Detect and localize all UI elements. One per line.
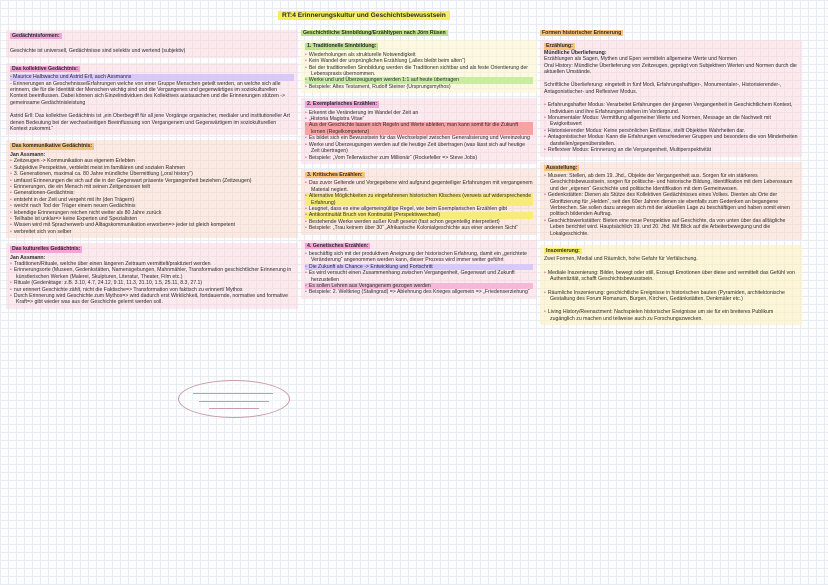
cultural-line: • Erinnerungsorte (Museen, Gedenkstätten, Namensgebungen, Mahnmähler, Transformation geschichtlicher Erinnerung in künstlerischen Werken (Malerei, Skulpturen, Literatur, Theater, Film etc.) <box>10 267 294 280</box>
exhibition-line: • Museen: Stellen, ab dem 19. Jhd., Objekte der Vergangenheit aus. Sorgen für ein stärkeres Geschichtsbewusstsein, sorgen für politische- und historische Bildung, Identifikation mit dem Lebensraum und der „eigenen“ Geschichte und politische Identifikation mit dem Gemeinwesen. <box>544 173 798 192</box>
staging-line: • Räumliche Inszenierung: geschichtliche Ereignisse in historischen bauten (Pyramiden, architektonische Gestaltung des Forum Romanum, Burgen, Kirchen, Gedänkstätten, Denkmäler etc.) <box>544 290 798 303</box>
narration-mode: • Monumentaler Modus: Vermittlung allgemeiner Werte und Normen, Message an die Nachwelt mit Ewigkeitswert <box>544 115 798 128</box>
collective-erll: Astrid Erll: Das kollektive Gedächtnis ist „ein Oberbegriff für all jene Vorgänge organischer, medialer und institutioneller Art denen Bedeutung bei der wechselseitigen Beeinflussung von Vergangenem und Gegenwärtigem im soziokulturellen Kontext zukommt.“ <box>10 113 290 133</box>
mindmap-sketch <box>178 380 290 418</box>
column-historical-memory <box>540 30 802 330</box>
exemplary-line: • Erkennt die Veränderung im Wandel der Zeit an <box>305 110 533 116</box>
forms-intro: Geschichte ist universell, Gedächtnisse sind selektiv und wertend (subjektiv) <box>10 48 186 55</box>
communicative-line: • Wissen wird mit Spracherwerb und Alltagskommunikation erworben=> jeder ist gleich kompetent <box>10 222 294 228</box>
narration-box <box>540 40 802 156</box>
narration-written: Schriftliche Überlieferung: eingeteilt in fünf Modi, Erfahrungshaftiger-, Monumentaler-, Historisierender-, Antagonistischer- und Reflexiver Modus. <box>544 82 782 95</box>
narration-sub: Mündliche Überlieferung: <box>544 49 607 56</box>
critical-line: • Antikontinuität Bruch von Kontinuität (Perspektivwechsel) <box>305 212 533 218</box>
critical-line: • Bestehende Werke werden außer Kraft gesetzt (fast schon gegenteilig interpretiert) <box>305 219 533 225</box>
genetic-line: • Die Zukunft als Chance -> Entwicklung und Fortschritt <box>305 264 533 270</box>
cultural-box <box>6 243 298 309</box>
exemplary-line: • Werke und Überzeugungen werden auf die heutige Zeit übertragen (was lässt sich auf heutige Zeit übertragen) <box>305 142 533 155</box>
staging-line: • Mediale Inszenierung: Bilder, bewegt oder still, Erzeugt Emotionen über diese und vermittelt das Gefühl von Authentizität, schafft Geschichtsbewusstsein. <box>544 270 798 283</box>
critical-line: • Beispiele: „Trau keinem über 30“ „Afrikanische Kolonialgeschichte aus einer anderen Sicht“ <box>305 225 533 231</box>
traditional-line: • Werke und und Überzeugungen werden 1:1 auf heute übertragen <box>305 77 533 83</box>
traditional-title: 1. Traditionelle Sinnbildung: <box>307 43 377 50</box>
staging-box <box>540 245 802 325</box>
traditional-line: • Beispiele: Altes Testament, Rudolf Steiner (Ursprungsmythos) <box>305 84 533 90</box>
exemplary-line: • Beispiele: „Vom Tellerwäscher zum Millionär“ (Rockefeller => Steve Jobs) <box>305 155 533 161</box>
communicative-line: • Erinnerungen, die ein Mensch mit seinen Zeitgenossen teilt <box>10 184 294 190</box>
traditional-line: • Bei der traditionellen Sinnbildung werden die Traditionen sichtbar und als feste Orientierung der Lebenspraxis übernommen. <box>305 65 533 78</box>
forms-header: Gedächtnisformen: <box>12 33 60 39</box>
collective-authors: - Maurice Halbwachs und Astrid Erll, auch Assmanns <box>10 74 294 80</box>
communicative-line: • verbreitet sich von selber <box>10 229 294 235</box>
mindmap-line <box>209 408 259 409</box>
narration-mode: • Historisierender Modus: Keine persönlichen Einflüsse, stellt Objektive Wahrheiten dar. <box>544 128 798 134</box>
mindmap-line <box>193 393 273 394</box>
exhibition-title: Ausstellung: <box>546 164 578 171</box>
genetic-line: • beschäftig sich mit der produktiven Aneignung der historischen Erfahrung, damit ein „gerichtete Veränderung“ angenommen werden kann, dieser Prozess wird immer weiter geführt <box>305 251 533 264</box>
communicative-box <box>6 140 298 238</box>
narration-line: Erzählungen als Sagen, Mythen und Epen vermitteln allgemeine Werte und Normen <box>544 56 737 63</box>
communicative-line: • 3. Generationen, maximal ca. 80 Jahre mündliche Übermittlung („oral history“) <box>10 171 294 177</box>
critical-line: • Leugnet, dass es eine allgemeingültige Regel, wie beim Exemplarischen Erzählen gibt <box>305 206 533 212</box>
narration-mode: • Erfahrungshafter Modus: Verarbeitet Erfahrungen der jüngeren Vergangenheit in Geschichtlichem Kontext, Individuen und ihre Erfahrungen stehen im Vordergrund. <box>544 102 798 115</box>
genetic-line: • Es sollen Lehren aus Vergangenem gezogen werden <box>305 283 533 289</box>
genetic-line: • Beispiele: 2. Weltkrieg (Stalingrad) => Ablehnung des Krieges allgemein => „Friedenserziehung“ <box>305 289 533 295</box>
staging-line: • Living History/Reenactment: Nachspielen historischer Ereignisse um sie für ein breiteres Publikum zugänglich zu machen und teilweise auch zu Forschungszwecken. <box>544 309 798 322</box>
traditional-line: • Wiederholungen als strukturelle Notwendigkeit <box>305 52 533 58</box>
traditional-box <box>301 40 537 93</box>
communicative-line: • lebendige Erinnerungen reichen nicht weiter als 80 Jahre zurück <box>10 210 294 216</box>
communicative-line: • entsteht in der Zeit und vergeht mit ihr (den Trägern) <box>10 197 294 203</box>
exhibition-box <box>540 162 802 240</box>
column-memory-forms <box>6 30 298 314</box>
cultural-sub: Jan Assmann: <box>10 254 46 261</box>
historical-memory-header: Formen historischer Erinnerung <box>542 30 622 36</box>
narration-title: Erzählung: <box>546 43 573 50</box>
communicative-line: • Zeitzeugen -> Kommunikation aus eigenem Erlebten <box>10 158 294 164</box>
cultural-line: • Traditionen/Rituale, welche über einen längeren Zeitraum vermittelt/praktiziert werden <box>10 261 294 267</box>
exemplary-line: • „Historia Magistra Vitae“ <box>305 116 533 122</box>
communicative-line: • umfasst Erinnerungen die sich auf die in der Gegenwart präsente Vergangenheit beziehen (Zeitzeugen) <box>10 178 294 184</box>
staging-intro: Zwei Formen, Medial und Räumlich, hohe Gefahr für Verfälschung. <box>544 256 698 263</box>
exemplary-title: 2. Exemplarisches Erzählen: <box>307 101 378 108</box>
cultural-line: • Durch Erinnerung wird Geschichte zum Mythos=> wird dadurch erst Wirklichkeit, fortdauernde, normative und formative Kraft=> gibt wieder was aus der Geschichte gelernt werden soll. <box>10 293 294 306</box>
communicative-line: • Generationen-Gedächtnis: <box>10 190 294 196</box>
genetic-box <box>301 240 537 299</box>
traditional-line: • Kein Wandel der ursprünglichen Erzählung („alles bleibt beim alten“) <box>305 58 533 64</box>
communicative-line: • Subjektive Perspektive, verbleibt meist im familiären und sozialen Rahmen <box>10 165 294 171</box>
cultural-header: Das kulturelles Gedächtnis: <box>12 246 81 253</box>
cultural-line: • Rituale (Gedenktage: z.B. 3.10, 4.7, 24.12, 9.11, 11.3, 31.10, 1.5, 25.11, 8.3, 27.1) <box>10 280 294 286</box>
collective-header: Das kollektive Gedächtnis: <box>12 65 79 72</box>
exemplary-line: • Aus der Geschichte lassen sich Regeln und Werte ableiten, man kann somit für die Zukunft lernen (Regelkompetenz) <box>305 122 533 135</box>
communicative-header: Das kommunikative Gedächtnis: <box>12 143 93 150</box>
exhibition-line: • Geschichtswerkstätten: Bieten eine neue Perspektive auf Geschichte, da von unten über das alltägliche Leben berichtet wird. Hauptsächlich 19. und 20. Jhd. Mit Blick auf die Arbeiterbewegung und die Lokalgeschichte. <box>544 218 798 237</box>
exhibition-line: • Gedenkstätten: Dienen als Stütze des Kollektiven Gedächtnisses eines Volkes. Dienten als Orte der Glorifizierung für „Helden“, seit den 60er Jahren dienen sie ebenfalls zum Gedenken an begangene Verbrechen. Sie sollen dazu anregen sich mit der aktuellen Lage zu beschäftigen und haben somit einen politisch bildenden Auftrag. <box>544 192 798 218</box>
page-title: RT:4 Erinnerungskultur und Geschichtsbewusstsein <box>278 11 450 20</box>
critical-line: • Alternative Möglichkeiten zu eingefahrenen historischen Klischees (verweis auf widersprechende Erfahrung) <box>305 193 533 206</box>
narration-line: Oral History: Mündliche Überlieferung von Zeitzeugen, geprägt von Subjektiven Werten und Normen durch die aktuellen Umstände. <box>544 62 797 76</box>
genetic-title: 4. Genetisches Erzählen: <box>307 242 369 249</box>
genetic-line: • Es wird versucht einen Zusammenhang zwischen Vergangenheit, Gegenwart und Zukunft herzustellen <box>305 270 533 283</box>
communicative-sub: Jan Assmann: <box>10 151 46 158</box>
communicative-line: • Teilhabe ist unklar=> keine Experten und Spezialisten <box>10 216 294 222</box>
narration-mode: • Reflexiver Modus: Erinnerung an die Vergangenheit, Multiperspektivität <box>544 147 798 153</box>
collective-box <box>6 63 298 136</box>
communicative-line: • weicht nach Tod der Träger einem neuen Gedächtnis <box>10 203 294 209</box>
exemplary-box <box>301 98 537 164</box>
narration-mode: • Antagonistischer Modus: Kann die Erfahrungen verschiedener Gruppen und besonders die von Minderheiten darstellen/gegenüberstellen. <box>544 134 798 147</box>
forms-box <box>6 30 298 58</box>
staging-title: Inszenierung: <box>546 247 580 254</box>
mindmap-line <box>199 401 269 402</box>
sinnbildung-header: Geschichtliche Sinnbildung/Erzähltypen nach Jörn Rüsen <box>303 30 446 36</box>
column-sinnbildung <box>301 30 537 304</box>
critical-line: • Das zuvor Geltende und Vorgegebene wird aufgrund gegenteiliger Erfahrungen mit vergangenem Material negiert. <box>305 180 533 193</box>
collective-text: - Erinnerungen an Geschehnisse/Erfahrungen welche von einer Gruppe Menschen geteilt werden, an welche sich alle erinnern, die für die Identität der Menschen wichtig sind und die Vergangenes und gegenwärtiges im soziokulturellen Kontext beeinflussen. Dabei können sich Einzelindividuen des Kollektives austauschen und die Erinnerungen stützen -> gemeinsame Gedächtnisleistung <box>10 80 285 106</box>
cultural-line: • nur erinnert Geschichte zählt, nicht die Faktische=> Transformation von faktisch zu erinnert/ Mythos <box>10 287 294 293</box>
critical-box <box>301 169 537 235</box>
critical-title: 3. Kritisches Erzählen: <box>307 171 363 178</box>
exemplary-line: • Es bildet sich ein Bewusstsein für das Wechselspiel zwischen Generalisierung und Vereinzelung <box>305 135 533 141</box>
